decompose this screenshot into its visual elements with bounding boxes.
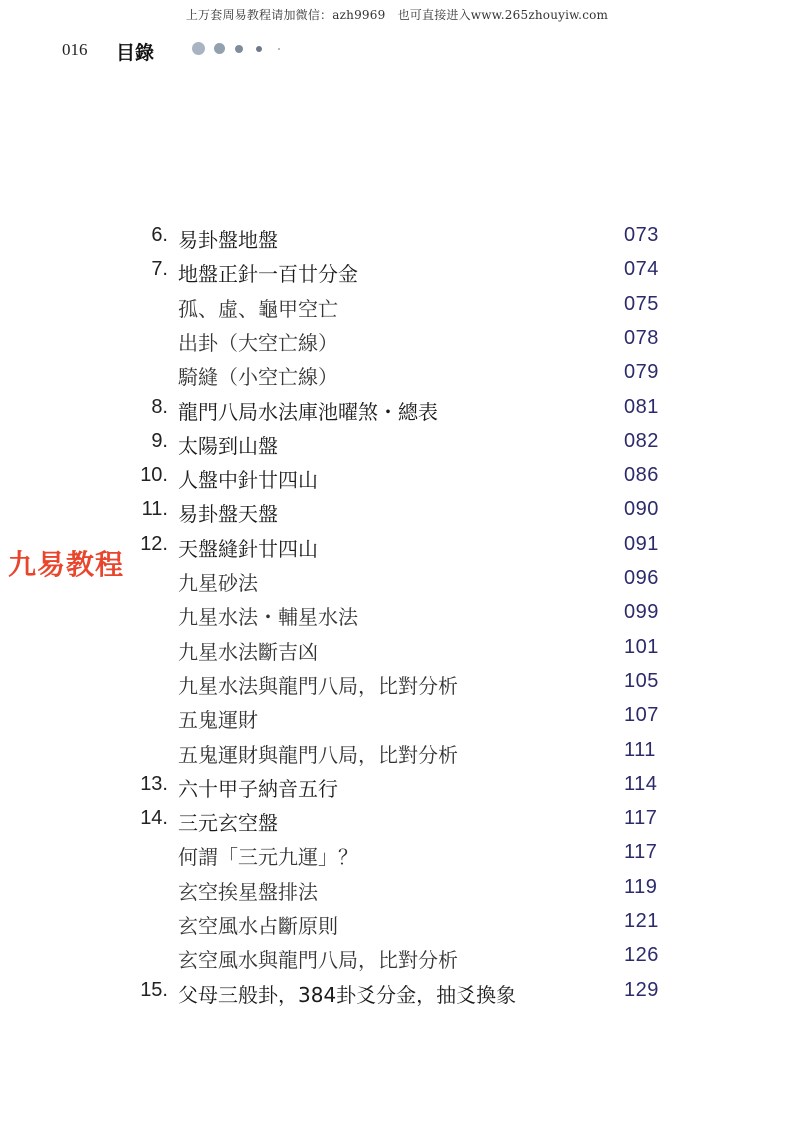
toc-entry[interactable] (0, 396, 794, 430)
toc-entry[interactable] (0, 258, 794, 292)
toc-entry-title: 易卦盤地盤 (178, 228, 278, 252)
toc-entry-page: 126 (624, 944, 659, 967)
toc-entry[interactable] (0, 636, 794, 670)
toc-entry[interactable] (0, 944, 794, 978)
toc-entry-title: 騎縫（小空亡線） (178, 365, 338, 390)
toc-entry-number: 11. (141, 498, 168, 521)
toc-entry-page: 111 (624, 738, 656, 761)
toc-entry[interactable] (0, 841, 794, 875)
toc-entry[interactable] (0, 739, 794, 773)
toc-entry-title: 出卦（大空亡線） (178, 330, 338, 355)
toc-entry-page: 073 (624, 224, 659, 246)
toc-entry-page: 096 (624, 567, 659, 589)
toc-entry-number: 12. (140, 532, 168, 555)
toc-entry-title: 父母三般卦，384卦爻分金，抽爻換象 (178, 982, 517, 1007)
toc-entry[interactable] (0, 876, 794, 910)
toc-entry-page: 075 (624, 292, 659, 315)
toc-entry[interactable] (0, 327, 794, 361)
toc-entry-number: 15. (140, 978, 168, 1001)
toc-entry-title: 玄空風水占斷原則 (178, 914, 338, 938)
toc-entry[interactable] (0, 224, 794, 258)
toc-entry-page: 099 (624, 601, 659, 624)
toc-entry-page: 129 (624, 978, 659, 1001)
toc-entry-number: 13. (140, 772, 168, 795)
toc-entry-page: 090 (624, 498, 659, 521)
toc-entry-page: 079 (624, 361, 659, 384)
toc-entry-page: 114 (624, 772, 658, 795)
toc-entry-title: 何謂「三元九運」？ (178, 845, 358, 870)
toc-entry[interactable] (0, 807, 794, 841)
toc-entry-page: 074 (624, 258, 659, 281)
toc-entry-title: 玄空挨星盤排法 (178, 879, 318, 904)
toc-entry-number: 10. (140, 464, 168, 487)
toc-entry-number: 9. (151, 429, 168, 452)
toc-entry[interactable] (0, 670, 794, 704)
toc-entry[interactable] (0, 910, 794, 944)
toc-entry-page: 081 (624, 395, 659, 418)
toc-entry-title: 玄空風水與龍門八局，比對分析 (178, 948, 458, 973)
toc-entry-title: 五鬼運財與龍門八局，比對分析 (178, 742, 458, 767)
toc-entry[interactable] (0, 601, 794, 635)
toc-entry-page: 105 (624, 669, 659, 692)
toc-entry[interactable] (0, 498, 794, 532)
toc-entry[interactable] (0, 293, 794, 327)
toc-entry-title: 孤、虛、龜甲空亡 (178, 296, 338, 321)
toc-entry-page: 119 (624, 875, 658, 898)
toc-entry-number: 7. (151, 258, 168, 281)
toc-entry[interactable] (0, 464, 794, 498)
toc-entry-page: 107 (624, 704, 659, 727)
decorative-dots (192, 42, 292, 58)
toc-entry-title: 易卦盤天盤 (178, 502, 278, 527)
toc-entry[interactable] (0, 361, 794, 395)
dot-icon (235, 45, 243, 53)
toc-entry[interactable] (0, 773, 794, 807)
dot-icon (278, 48, 280, 50)
toc-entry-page: 101 (624, 635, 659, 658)
toc-entry[interactable] (0, 430, 794, 464)
toc-entry-title: 人盤中針廿四山 (178, 468, 318, 493)
dot-icon (214, 43, 225, 54)
toc-entry-page: 117 (624, 807, 658, 830)
toc-entry-page: 117 (624, 841, 658, 864)
toc-entry-page: 121 (624, 910, 659, 932)
toc-entry-title: 地盤正針一百廿分金 (178, 262, 358, 287)
dot-icon (192, 42, 205, 55)
toc-entry-number: 14. (140, 807, 168, 830)
toc-entry-title: 九星水法與龍門八局，比對分析 (178, 673, 458, 698)
side-watermark-logo: 九易教程 (8, 548, 125, 581)
toc-entry-title: 九星水法斷吉凶 (178, 639, 318, 664)
toc-entry-page: 086 (624, 464, 659, 487)
toc-entry[interactable] (0, 704, 794, 738)
toc-entry-title: 三元玄空盤 (178, 811, 278, 836)
toc-entry-title: 九星水法・輔星水法 (178, 605, 358, 630)
toc-entry[interactable] (0, 567, 794, 601)
section-title: 目錄 (116, 42, 155, 64)
dot-icon (256, 46, 262, 52)
page-number: 016 (62, 40, 88, 59)
toc-entry[interactable] (0, 979, 794, 1013)
toc-entry-title: 太陽到山盤 (178, 433, 278, 458)
toc-entry[interactable] (0, 533, 794, 567)
toc-entry-title: 五鬼運財 (178, 708, 258, 733)
toc-entry-title: 天盤縫針廿四山 (178, 536, 318, 561)
toc-entry-number: 6. (151, 224, 168, 246)
toc-entry-title: 九星砂法 (178, 571, 258, 595)
toc-entry-number: 8. (151, 395, 168, 418)
toc-entry-title: 六十甲子納音五行 (178, 776, 338, 801)
toc-entry-title: 龍門八局水法庫池曜煞・總表 (178, 399, 438, 424)
toc-entry-page: 078 (624, 326, 659, 349)
toc-entry-page: 091 (624, 532, 659, 555)
top-watermark-text: 上万套周易教程请加微信：azh9969 也可直接进入www.265zhouyiw.com (185, 8, 609, 22)
toc-entry-page: 082 (624, 429, 659, 452)
